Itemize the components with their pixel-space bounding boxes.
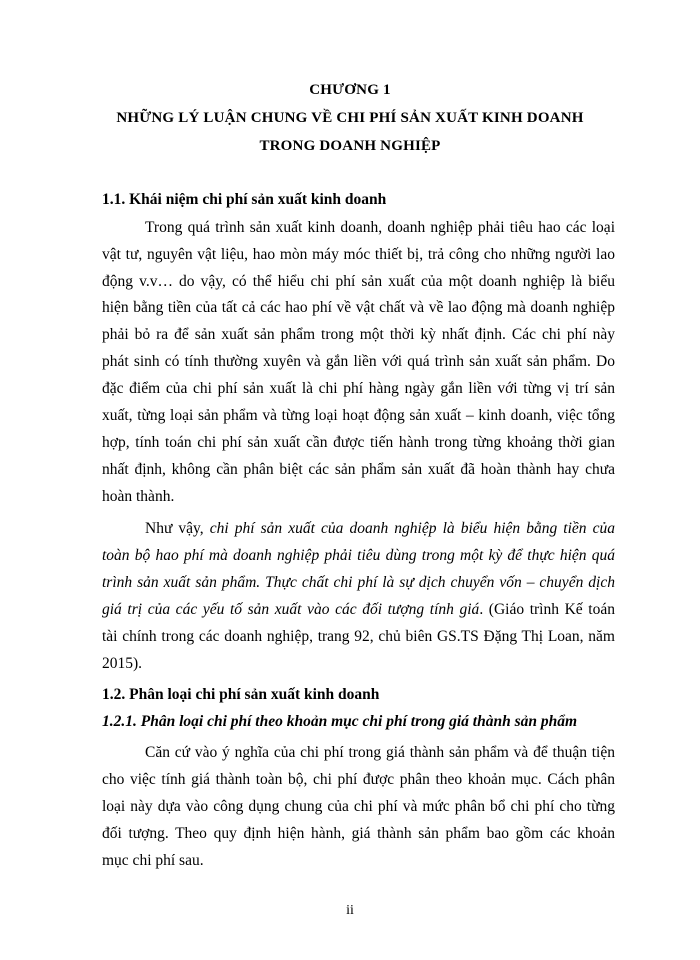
paragraph-line: xuất, từng loại sản phẩm và từng loại hoạt động sản xuất – kinh doanh, việc tổng: [102, 407, 615, 424]
paragraph-line: loại này dựa vào công dụng chung của chi phí và mức phân bổ chi phí cho từng: [102, 798, 615, 815]
chapter-label: CHƯƠNG 1: [309, 82, 391, 98]
definition-text: chi phí sản xuất của doanh nghiệp là biểu hiện bằng tiền của: [209, 520, 616, 537]
section-heading-1-2: 1.2. Phân loại chi phí sản xuất kinh doanh: [102, 686, 380, 703]
citation-text: . (Giáo trình Kế toán: [479, 601, 615, 618]
chapter-title-line-2: TRONG DOANH NGHIỆP: [259, 138, 441, 154]
citation-text: tài chính trong các doanh nghiệp, trang 92, chủ biên GS.TS Đặng Thị Loan, năm: [102, 628, 615, 645]
paragraph-line: phát sinh có tính thường xuyên và gắn liền với quá trình sản xuất sản phẩm. Do: [102, 353, 615, 370]
chapter-title-line-1: NHỮNG LÝ LUẬN CHUNG VỀ CHI PHÍ SẢN XUẤT KINH DOANH: [116, 110, 584, 126]
paragraph-line: [102, 601, 615, 619]
paragraph-line: cho việc tính giá thành toàn bộ, chi phí được phân theo khoản mục. Cách phân: [102, 771, 615, 788]
paragraph-line: đối tượng. Theo quy định hiện hành, giá thành sản phẩm bao gồm các khoản: [102, 825, 615, 842]
definition-text: toàn bộ hao phí mà doanh nghiệp phải tiêu dùng trong một kỳ để thực hiện quá: [102, 547, 615, 564]
paragraph-line: mục chi phí sau.: [102, 852, 204, 869]
paragraph-line: Trong quá trình sản xuất kinh doanh, doanh nghiệp phải tiêu hao các loại: [145, 219, 615, 236]
definition-text: giá trị của các yếu tố sản xuất vào các đối tượng tính giá: [102, 601, 480, 618]
page-number: ii: [346, 903, 354, 918]
paragraph-line: phải bỏ ra để sản xuất sản phẩm trong một thời kỳ nhất định. Các chi phí này: [102, 326, 615, 343]
paragraph-line: đặc điểm của chi phí sản xuất là chi phí hàng ngày gắn liền với từng vị trí sản: [102, 380, 615, 397]
definition-text: trình sản xuất sản phẩm. Thực chất chi phí là sự dịch chuyển vốn – chuyển dịch: [102, 574, 615, 591]
paragraph-line: vật tư, nguyên vật liệu, hao mòn máy móc thiết bị, trả công cho những người lao: [102, 246, 615, 263]
paragraph-lead: Như vậy,: [145, 520, 210, 537]
paragraph-line: hiện bằng tiền của tất cả các hao phí về vật chất và về lao động mà doanh nghiệp: [102, 299, 615, 316]
paragraph-line: [145, 520, 615, 538]
subsection-heading-1-2-1: 1.2.1. Phân loại chi phí theo khoản mục chi phí trong giá thành sản phẩm: [102, 713, 578, 730]
citation-text: 2015).: [102, 655, 143, 672]
paragraph-line: động v.v… do vậy, có thể hiểu chi phí sản xuất của một doanh nghiệp là biểu: [102, 273, 615, 290]
paragraph-line: nhất định, không cần phân biệt các sản phẩm sản xuất đã hoàn thành hay chưa: [102, 461, 615, 478]
paragraph-line: Căn cứ vào ý nghĩa của chi phí trong giá thành sản phẩm và để thuận tiện: [145, 744, 615, 761]
section-heading-1-1: 1.1. Khái niệm chi phí sản xuất kinh doanh: [102, 191, 387, 208]
paragraph-line: hoàn thành.: [102, 488, 175, 505]
paragraph-line: hợp, tính toán chi phí sản xuất cần được tiến hành trong từng khoảng thời gian: [102, 434, 615, 451]
